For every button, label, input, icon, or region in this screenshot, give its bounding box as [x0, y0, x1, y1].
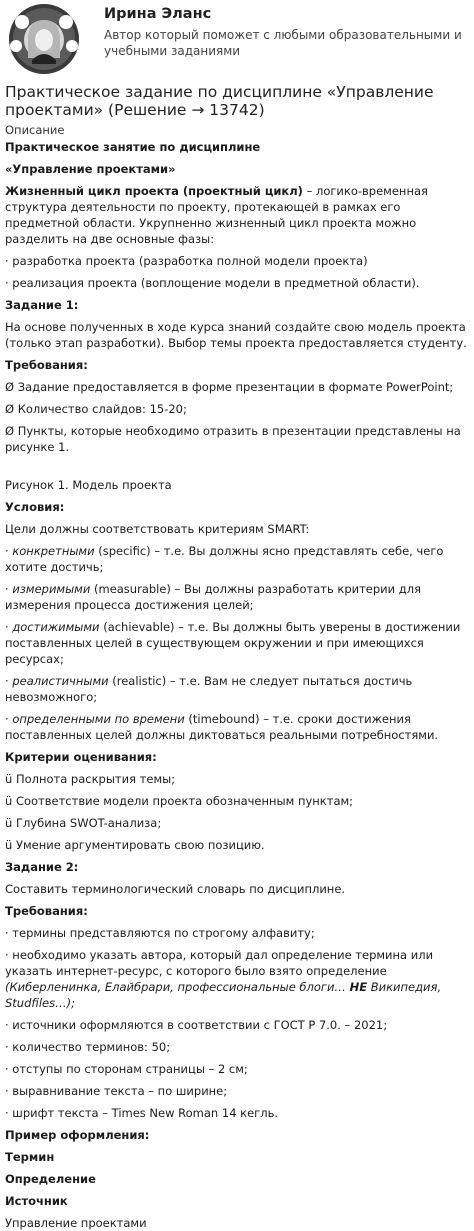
- bullet: ·: [5, 582, 13, 596]
- example-term-label: Термин: [5, 1150, 55, 1164]
- list-item: [5, 711, 470, 743]
- smart-text: (specific) – т.е. Вы должны ясно представлять себе, чего хотите достичь;: [5, 544, 444, 574]
- paragraph: На основе полученных в ходе курса знаний создайте свою модель проекта (только этап разработки). Выбор темы проекта предоставляется студенту.: [5, 320, 467, 350]
- smart-text: (measurable) – Вы должны разработать критерии для измерения процесса достижения целей;: [5, 582, 421, 612]
- bullet: ·: [5, 544, 13, 558]
- paragraph-lifecycle: [5, 183, 470, 247]
- page-title: Практическое задание по дисциплине «Управление проектами» (Решение → 13742): [5, 83, 434, 119]
- bullet: ·: [5, 674, 13, 688]
- section-heading: Требования:: [5, 904, 88, 918]
- list-item: ü Умение аргументировать свою позицию.: [5, 838, 265, 852]
- smart-term: реалистичными: [12, 674, 109, 688]
- list-item: · разработка проекта (разработка полной модели проекта): [5, 254, 368, 268]
- smart-text: (timebound) – т.е. сроки достижения поставленных целей должны диктоваться реальными потребностями.: [5, 712, 439, 742]
- smart-text: (realistic) – т.е. Вам не следует пытаться достичь невозможного;: [5, 674, 413, 704]
- list-item: [5, 947, 470, 1011]
- list-item: [5, 581, 470, 613]
- list-item: · реализация проекта (воплощение модели в предметной области).: [5, 276, 420, 290]
- list-item: · источники оформляются в соответствии с ГОСТ Р 7.0. – 2021;: [5, 1018, 388, 1032]
- doc-subheading: «Управление проектами»: [5, 162, 176, 176]
- not-emphasis: НЕ: [349, 980, 368, 994]
- list-item: Ø Задание предоставляется в форме презентации в формате PowerPoint;: [5, 380, 454, 394]
- paragraph: Составить терминологический словарь по дисциплине.: [5, 882, 346, 896]
- smart-text: (achievable) – т.е. Вы должны быть уверены в достижении поставленных целей в существующем окружении и при имеющихся ресурсах;: [5, 620, 461, 666]
- term-lifecycle: Жизненный цикл проекта (проектный цикл): [5, 184, 303, 198]
- list-item: · отступы по сторонам страницы – 2 см;: [5, 1062, 248, 1076]
- bullet: ·: [5, 620, 13, 634]
- figure-caption: Рисунок 1. Модель проекта: [5, 478, 172, 492]
- description-label: Описание: [5, 123, 65, 137]
- list-item: [5, 619, 470, 667]
- example-term: Управление проектами: [5, 1216, 147, 1230]
- author-description: Автор который поможет с любыми образовательными и учебными заданиями: [104, 28, 462, 58]
- list-item: · выравнивание текста – по ширине;: [5, 1084, 228, 1098]
- film-reel-avatar-icon: [4, 2, 84, 76]
- paragraph: Цели должны соответствовать критериям SMART:: [5, 522, 310, 536]
- smart-term: измеримыми: [12, 582, 91, 596]
- author-header: [0, 0, 474, 78]
- section-heading: Пример оформления:: [5, 1128, 150, 1142]
- author-name[interactable]: Ирина Эланс: [104, 6, 212, 22]
- sources-examples: (Киберленинка, Елайбрари, профессиональные блоги…: [5, 980, 350, 994]
- list-item: Ø Количество слайдов: 15-20;: [5, 402, 187, 416]
- list-item: ü Полнота раскрытия темы;: [5, 772, 176, 786]
- list-item: · термины представляются по строгому алфавиту;: [5, 926, 315, 940]
- smart-term: конкретными: [12, 544, 95, 558]
- section-heading: Требования:: [5, 358, 88, 372]
- excluded-sources: Википедия, Studfiles…);: [5, 980, 442, 1010]
- requirement-text: · необходимо указать автора, который дал определение термина или указать интернет-ресурс, с которого было взято определение: [5, 948, 434, 978]
- doc-heading: Практическое занятие по дисциплине: [5, 140, 261, 154]
- list-item: [5, 543, 470, 575]
- lifecycle-text: – логико-временная структура деятельности по проекту, протекающей в рамках его предметной области. Укрупненно жизненный цикл проекта можно разделить на две основные фазы:: [5, 184, 428, 246]
- section-heading: Задание 1:: [5, 298, 79, 312]
- list-item: ü Соответствие модели проекта обозначенным пунктам;: [5, 794, 354, 808]
- avatar[interactable]: [4, 2, 84, 76]
- list-item: Ø Пункты, которые необходимо отразить в презентации представлены на рисунке 1.: [5, 424, 461, 454]
- list-item: · количество терминов: 50;: [5, 1040, 171, 1054]
- section-heading: Задание 2:: [5, 860, 79, 874]
- bullet: ·: [5, 712, 13, 726]
- example-source-label: Источник: [5, 1194, 68, 1208]
- section-heading: Критерии оценивания:: [5, 750, 157, 764]
- smart-term: определенными по времени: [12, 712, 185, 726]
- example-definition-label: Определение: [5, 1172, 96, 1186]
- list-item: [5, 673, 470, 705]
- list-item: · шрифт текста – Times New Roman 14 кегль.: [5, 1106, 279, 1120]
- main-content: [0, 83, 474, 1231]
- list-item: ü Глубина SWOT-анализа;: [5, 816, 162, 830]
- section-heading: Условия:: [5, 500, 65, 514]
- smart-term: достижимыми: [12, 620, 100, 634]
